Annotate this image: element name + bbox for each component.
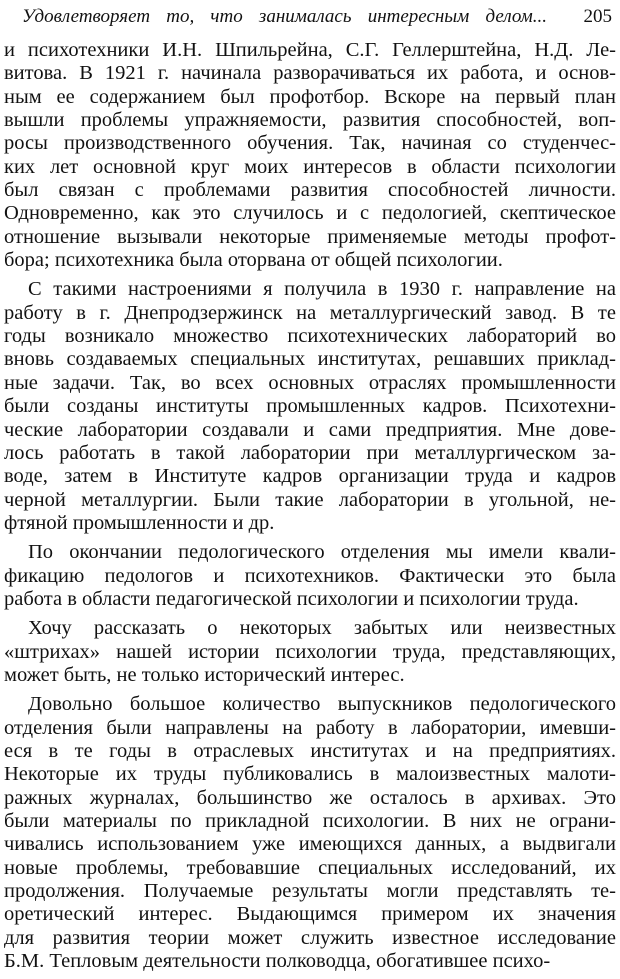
- text-line: По окончании педологического отделения мы имели квали-: [28, 541, 616, 564]
- paragraph: [4, 278, 616, 535]
- body-text: [4, 39, 616, 979]
- text-line: еся в те годы в отраслевых институтах и на предприятиях.: [4, 739, 616, 762]
- text-line: фтяной промышленности и др.: [4, 511, 275, 534]
- text-line: Б.М. Тепловым деятельности полководца, обогатившее психо-: [4, 950, 551, 973]
- text-line: был связан с проблемами развития способностей личности.: [4, 179, 616, 202]
- text-line: «штрихах» нашей истории психологии труда, представляющих,: [4, 640, 616, 663]
- text-line: витова. В 1921 г. начинала разворачиваться их работа, и основ-: [4, 62, 616, 85]
- text-line: фикацию педологов и психотехников. Фактически это была: [4, 564, 616, 587]
- text-line: оретический интерес. Выдающимся примером их значения: [4, 903, 616, 926]
- text-line: чивались использованием уже имеющихся данных, а выдвигали: [4, 833, 616, 856]
- text-line: отделения были направлены на работу в лаборатории, имевши-: [4, 716, 616, 739]
- paragraph: [4, 39, 616, 272]
- text-line: С такими настроениями я получила в 1930 г. направление на: [28, 278, 616, 301]
- text-line: работу в г. Днепродзержинск на металлургический завод. В те: [4, 301, 616, 324]
- text-line: ные задачи. Так, во всех основных отраслях промышленности: [4, 371, 616, 394]
- text-line: росы производственного обучения. Так, начиная со студенчес-: [4, 132, 616, 155]
- text-line: Хочу рассказать о некоторых забытых или неизвестных: [28, 617, 616, 640]
- text-line: вышли проблемы упражняемости, развития способностей, воп-: [4, 109, 616, 132]
- text-line: вновь создаваемых специальных институтах, решавших приклад-: [4, 348, 616, 371]
- text-line: работа в области педагогической психологии и психологии труда.: [4, 587, 579, 610]
- text-line: новые проблемы, требовавшие специальных исследований, их: [4, 856, 616, 879]
- text-line: годы возникало множество психотехнических лабораторий во: [4, 325, 616, 348]
- paragraph: [4, 617, 616, 687]
- running-title: Удовлетворяет то, что занималась интересным делом...: [22, 6, 547, 27]
- text-line: и психотехники И.Н. Шпильрейна, С.Г. Геллерштейна, Н.Д. Ле-: [4, 39, 616, 61]
- text-line: ких лет основной круг моих интересов в области психологии: [4, 155, 616, 178]
- text-line: ческие лаборатории создавали и сами предприятия. Мне дове-: [4, 418, 616, 441]
- text-line: лось работать в такой лаборатории при металлургическом за-: [4, 441, 616, 464]
- text-line: отношение вызывали некоторые применяемые методы профот-: [4, 225, 616, 248]
- text-line: были материалы по прикладной психологии. В них не ограни-: [4, 810, 616, 832]
- text-line: для развития теории может служить известное исследование: [4, 926, 616, 949]
- text-line: ным ее содержанием был профотбор. Вскоре на первый план: [4, 85, 616, 108]
- running-header: [22, 6, 612, 34]
- paragraph: [4, 541, 616, 611]
- text-line: ражных журналах, большинство же осталось в архивах. Это: [4, 786, 616, 809]
- text-line: может быть, не только исторический интерес.: [4, 663, 405, 686]
- text-line: Одновременно, как это случилось и с педологией, скептическое: [4, 202, 616, 225]
- text-line: продолжения. Получаемые результаты могли представлять те-: [4, 880, 616, 903]
- text-line: черной металлургии. Были такие лаборатории в угольной, не-: [4, 488, 616, 511]
- text-line: Некоторые их труды публиковались в малоизвестных малоти-: [4, 763, 616, 786]
- page-number: 205: [583, 6, 612, 27]
- text-line: были созданы институты промышленных кадров. Психотехни-: [4, 395, 616, 418]
- text-line: бора; психотехника была оторвана от общей психологии.: [4, 249, 503, 272]
- text-line: Довольно большое количество выпускников педологического: [28, 693, 616, 716]
- paragraph: [4, 693, 616, 973]
- text-line: воде, затем в Институте кадров организации труда и кадров: [4, 465, 616, 488]
